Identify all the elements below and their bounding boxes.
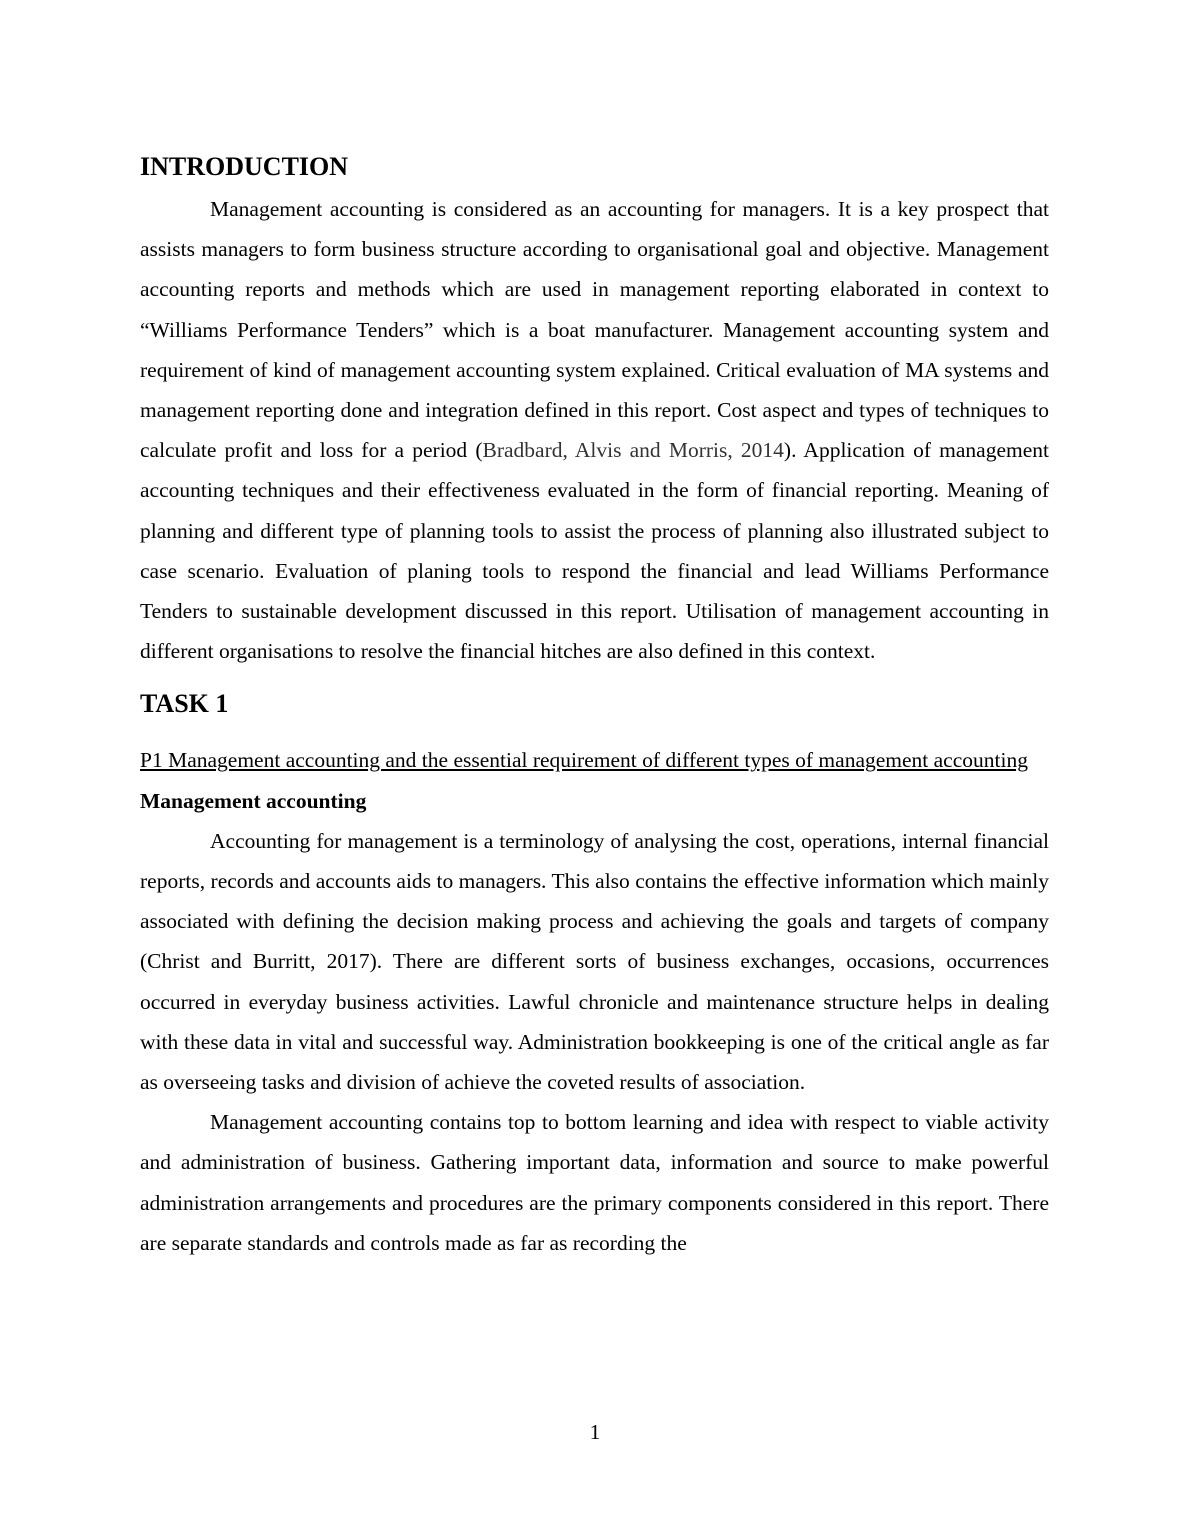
page-content [140, 148, 1049, 1263]
introduction-paragraph [140, 189, 1049, 671]
task1-paragraph-2: Management accounting contains top to bottom learning and idea with respect to viable activity and administration of business. Gathering important data, information and source to make powerful administration arrangements and procedures are the primary components considered in this report. There are separate standards and controls made as far as recording the [140, 1110, 1049, 1255]
introduction-citation: Bradbard, Alvis and Morris, 2014 [482, 438, 784, 463]
task1-paragraph-1: Accounting for management is a terminology of analysing the cost, operations, internal financial reports, records and accounts aids to managers. This also contains the effective information which mainly associated with defining the decision making process and achieving the goals and targets of company (Christ and Burritt, 2017). There are different sorts of business exchanges, occasions, occurrences occurred in everyday business activities. Lawful chronicle and maintenance structure helps in dealing with these data in vital and successful way. Administration bookkeeping is one of the critical angle as far as overseeing tasks and division of achieve the coveted results of association. [140, 828, 1049, 1095]
introduction-text-part2: ). Application of management accounting techniques and their effectiveness evaluated in the form of financial reporting. Meaning of planning and different type of planning tools to assist the process of planning also illustrated subject to case scenario. Evaluation of planing tools to respond the financial and lead Williams Performance Tenders to sustainable development discussed in this report. Utilisation of management accounting in different organisations to resolve the financial hitches are also defined in this context. [140, 438, 1050, 664]
management-accounting-label: Management accounting [140, 788, 367, 813]
introduction-heading: INTRODUCTION [140, 152, 349, 181]
task1-heading: TASK 1 [140, 689, 229, 719]
introduction-text-part1: Management accounting is considered as an accounting for managers. It is a key prospect that assists managers to form business structure according to organisational goal and objective. Management accounting reports and methods which are used in management reporting elaborated in context to “Williams Performance Tenders” which is a boat manufacturer. Management accounting system and requirement of kind of management accounting system explained. Critical evaluation of MA systems and management reporting done and integration defined in this report. Cost aspect and types of techniques to calculate profit and loss for a period ( [140, 197, 1049, 463]
page-number: 1 [589, 1420, 601, 1444]
p1-subheading: P1 Management accounting and the essential requirement of different types of management accounting [140, 748, 1028, 773]
